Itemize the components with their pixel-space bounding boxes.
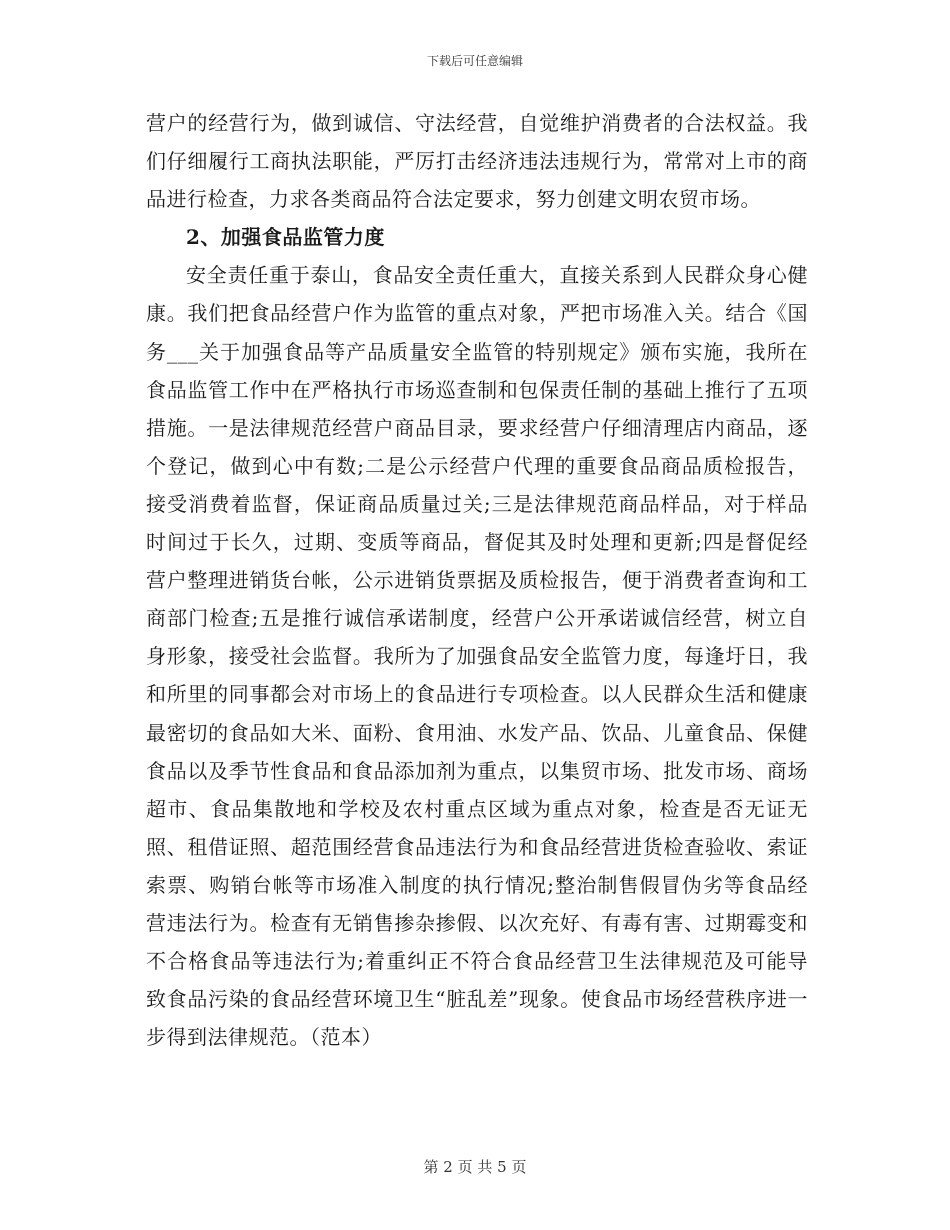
paragraph-continued: 营户的经营行为，做到诚信、守法经营，自觉维护消费者的合法权益。我们仔细履行工商执法职能，严厉打击经济违法违规行为，常常对上市的商品进行检查，力求各类商品符合法定要求，努力创建文明农贸市场。: [146, 111, 808, 212]
document-body: [146, 104, 808, 1056]
page-header-note: 下载后可任意编辑: [426, 54, 523, 68]
section-heading: 2、加强食品监管力度: [186, 225, 385, 250]
page-number: 第 2 页 共 5 页: [423, 1158, 527, 1176]
paragraph-food-supervision: 安全责任重于泰山，食品安全责任重大，直接关系到人民群众身心健康。我们把食品经营户作为监管的重点对象，严把市场准入关。结合《国务___关于加强食品等产品质量安全监管的特别规定》颁布实施，我所在食品监管工作中在严格执行市场巡查制和包保责任制的基础上推行了五项措施。一是法律规范经营户商品目录，要求经营户仔细清理店内商品，逐个登记，做到心中有数;二是公示经营户代理的重要食品商品质检报告，接受消费着监督，保证商品质量过关;三是法律规范商品样品，对于样品时间过于长久，过期、变质等商品，督促其及时处理和更新;四是督促经营户整理进销货台帐，公示进销货票据及质检报告，便于消费者查询和工商部门检查;五是推行诚信承诺制度，经营户公开承诺诚信经营，树立自身形象，接受社会监督。我所为了加强食品安全监管力度，每逢圩日，我和所里的同事都会对市场上的食品进行专项检查。以人民群众生活和健康最密切的食品如大米、面粉、食用油、水发产品、饮品、儿童食品、保健食品以及季节性食品和食品添加剂为重点，以集贸市场、批发市场、商场超市、食品集散地和学校及农村重点区域为重点对象，检查是否无证无照、租借证照、超范围经营食品违法行为和食品经营进货检查验收、索证索票、购销台帐等市场准入制度的执行情况;整治制售假冒伪劣等食品经营违法行为。检查有无销售掺杂掺假、以次充好、有毒有害、过期霉变和不合格食品等违法行为;着重纠正不符合食品经营卫生法律规范及可能导致食品污染的食品经营环境卫生“脏乱差”现象。使食品市场经营秩序进一步得到法律规范。（范本）: [146, 263, 808, 1050]
